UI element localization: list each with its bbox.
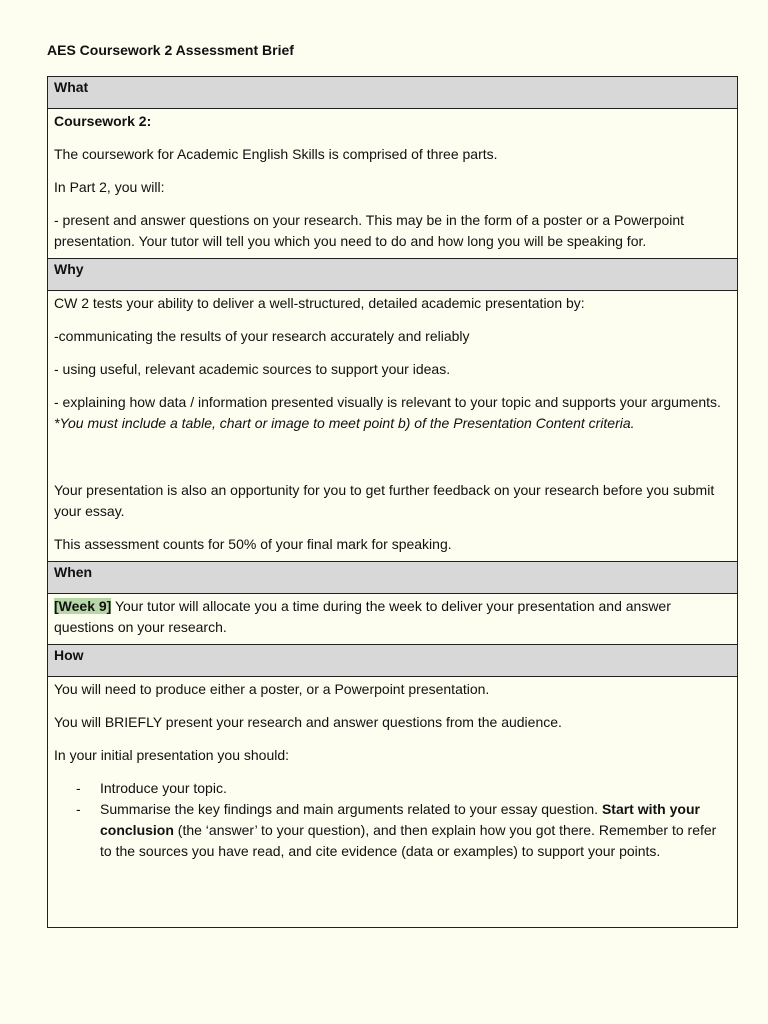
week-tag: [Week 9]: [54, 598, 112, 614]
document-title: AES Coursework 2 Assessment Brief: [47, 42, 294, 58]
bullet-bold-text: Start with your conclusion: [100, 801, 700, 838]
why-point-note: *You must include a table, chart or image to meet point b) of the Presentation Content criteria.: [54, 415, 635, 431]
section-body-what: [48, 109, 737, 259]
why-point: - using useful, relevant academic sources to support your ideas.: [54, 361, 451, 377]
assessment-brief-table: [47, 76, 738, 928]
what-paragraph: The coursework for Academic English Skills is comprised of three parts.: [54, 146, 498, 162]
why-feedback: Your presentation is also an opportunity for you to get further feedback on your research before you submit your essay.: [54, 482, 715, 519]
how-paragraph: You will BRIEFLY present your research and answer questions from the audience.: [54, 714, 562, 730]
why-intro: CW 2 tests your ability to deliver a well-structured, detailed academic presentation by:: [54, 295, 585, 311]
spacer: [54, 446, 731, 480]
why-point: -communicating the results of your research accurately and reliably: [54, 328, 470, 344]
section-header-why: Why: [48, 259, 737, 291]
what-paragraph: In Part 2, you will:: [54, 179, 165, 195]
section-header-what: What: [48, 77, 737, 109]
when-text: Your tutor will allocate you a time during the week to deliver your presentation and answer questions on your research.: [54, 598, 671, 635]
how-bullet-list: [54, 778, 731, 862]
section-body-why: [48, 291, 737, 562]
bullet-text: (the ‘answer’ to your question), and then explain how you got there. Remember to refer to the sources you have read, and cite evidence (data or examples) to support your points.: [100, 822, 717, 859]
section-header-when: When: [48, 562, 737, 594]
when-paragraph: [54, 596, 731, 638]
section-header-how: How: [48, 645, 737, 677]
section-body-how: [48, 677, 737, 927]
why-point-text: - explaining how data / information presented visually is relevant to your topic and supports your arguments.: [54, 394, 721, 410]
why-point: [54, 392, 731, 434]
list-item: [54, 799, 731, 862]
coursework-subheading: Coursework 2:: [54, 113, 152, 129]
how-paragraph: In your initial presentation you should:: [54, 747, 290, 763]
bullet-text: Summarise the key findings and main arguments related to your essay question.: [100, 801, 599, 817]
list-item: - Introduce your topic.: [54, 778, 731, 799]
why-weight: This assessment counts for 50% of your final mark for speaking.: [54, 536, 452, 552]
how-paragraph: You will need to produce either a poster, or a Powerpoint presentation.: [54, 681, 490, 697]
what-paragraph: - present and answer questions on your research. This may be in the form of a poster or a Powerpoint presentation. Your tutor will tell you which you need to do and how long you will be speaking for.: [54, 212, 685, 249]
section-body-when: [48, 594, 737, 645]
